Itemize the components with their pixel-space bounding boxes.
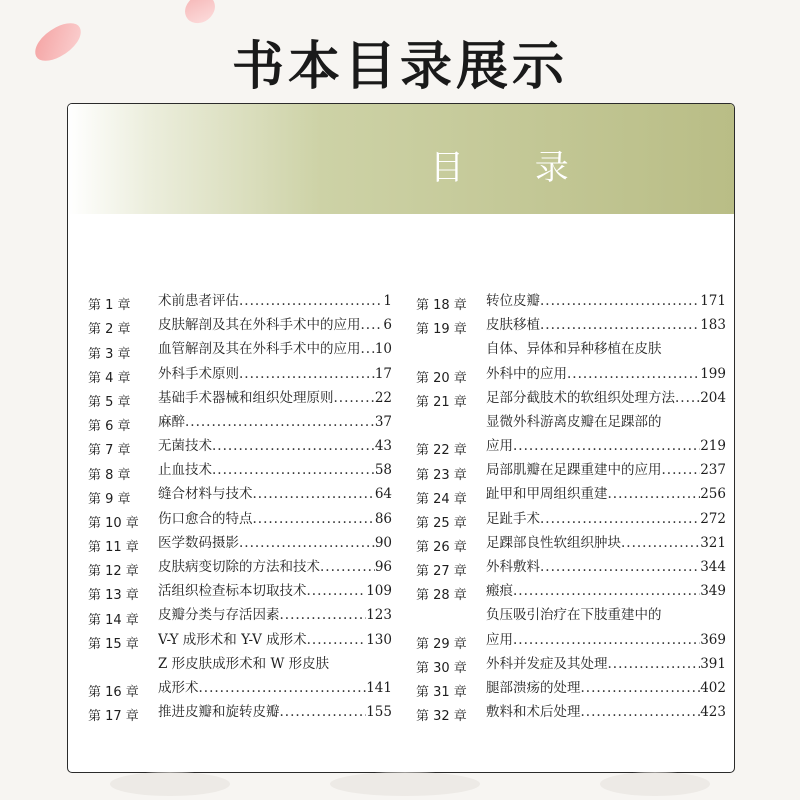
page-number: 423 [700, 704, 726, 721]
chapter-number: 第 28 章 [416, 588, 467, 604]
page-number: 219 [700, 438, 726, 455]
leader-dots [307, 579, 367, 603]
toc-entry [416, 337, 726, 385]
leader-dots [567, 362, 700, 386]
toc-entry [88, 555, 392, 579]
chapter-body [486, 579, 726, 603]
chapter-body [486, 289, 726, 313]
toc-entry [88, 603, 392, 627]
page-number: 171 [700, 292, 726, 309]
chapter-line [486, 483, 726, 507]
leader-dots [581, 700, 701, 724]
chapter-body [158, 555, 392, 579]
toc-title: 目 录 [430, 148, 599, 188]
chapter-body [158, 289, 392, 313]
chapter-body [486, 507, 726, 531]
leader-dots [361, 313, 384, 337]
chapter-title: 负压吸引治疗在下肢重建中的 [486, 607, 662, 624]
chapter-body [486, 652, 726, 676]
page-number: 43 [374, 438, 392, 455]
chapter-title: 皮肤解剖及其在外科手术中的应用 [158, 317, 361, 334]
chapter-title: 应用 [486, 631, 513, 648]
chapter-number: 第 17 章 [88, 709, 139, 725]
chapter-title: 外科敷料 [486, 559, 540, 576]
page-number: 155 [366, 704, 392, 721]
chapter-number: 第 18 章 [416, 298, 467, 314]
chapter-line [486, 700, 726, 724]
chapter-body [158, 337, 392, 361]
toc-entry [416, 507, 726, 531]
chapter-body [486, 603, 726, 651]
page-number: 86 [374, 510, 392, 527]
chapter-line [158, 507, 392, 531]
chapter-line [158, 603, 392, 627]
chapter-line [158, 458, 392, 482]
chapter-body [158, 507, 392, 531]
chapter-line [158, 579, 392, 603]
chapter-body [486, 700, 726, 724]
leader-dots [361, 337, 375, 361]
chapter-line [158, 386, 392, 410]
page-number: 369 [700, 631, 726, 648]
page-number: 256 [700, 486, 726, 503]
page-number: 321 [700, 534, 726, 551]
page-number: 349 [700, 583, 726, 600]
page-number: 204 [700, 389, 726, 406]
page-number: 58 [374, 462, 392, 479]
chapter-line [486, 434, 726, 458]
leader-dots [212, 434, 375, 458]
chapter-number: 第 7 章 [88, 443, 131, 459]
leader-dots [199, 676, 367, 700]
toc-entry [88, 483, 392, 507]
chapter-title: 血管解剖及其在外科手术中的应用 [158, 341, 361, 358]
chapter-title: 足部分截肢术的软组织处理方法 [486, 389, 675, 406]
page-number: 130 [366, 631, 392, 648]
leader-dots [540, 313, 700, 337]
toc-entry [88, 531, 392, 555]
chapter-number: 第 27 章 [416, 564, 467, 580]
toc-entry [416, 603, 726, 651]
leader-dots [239, 289, 383, 313]
toc-entry [88, 313, 392, 337]
page-number: 6 [383, 317, 392, 334]
chapter-line [486, 628, 726, 652]
leader-dots [185, 410, 375, 434]
toc-entry [416, 289, 726, 313]
toc-entry [88, 507, 392, 531]
chapter-number: 第 6 章 [88, 419, 131, 435]
leader-dots [253, 483, 375, 507]
chapter-number: 第 3 章 [88, 346, 131, 362]
chapter-title: 转位皮瓣 [486, 292, 540, 309]
leader-dots [320, 555, 375, 579]
page-number: 237 [700, 462, 726, 479]
leader-dots [608, 652, 701, 676]
toc-entry [416, 313, 726, 337]
page-number: 109 [366, 583, 392, 600]
chapter-body [486, 313, 726, 337]
chapter-number: 第 4 章 [88, 370, 131, 386]
page-number: 10 [374, 341, 392, 358]
chapter-title: 足踝部良性软组织肿块 [486, 534, 621, 551]
chapter-line [158, 531, 392, 555]
toc-entry [88, 386, 392, 410]
toc-entry [88, 579, 392, 603]
chapter-number: 第 26 章 [416, 540, 467, 556]
chapter-body [158, 483, 392, 507]
chapter-title: Z 形皮肤成形术和 W 形皮肤 [158, 655, 330, 672]
chapter-line [486, 652, 726, 676]
toc-entry [88, 362, 392, 386]
chapter-title: 外科中的应用 [486, 365, 567, 382]
chapter-body [158, 434, 392, 458]
page-number: 64 [374, 486, 392, 503]
leader-dots [212, 458, 375, 482]
toc-header-band [68, 104, 734, 214]
chapter-line [486, 458, 726, 482]
chapter-title: 麻醉 [158, 413, 185, 430]
chapter-number: 第 8 章 [88, 467, 131, 483]
chapter-number: 第 2 章 [88, 322, 131, 338]
chapter-title: 活组织检查标本切取技术 [158, 583, 307, 600]
toc-entry [416, 700, 726, 724]
chapter-number: 第 21 章 [416, 394, 467, 410]
leader-dots [513, 628, 700, 652]
leader-dots [621, 531, 700, 555]
cloud-decoration [330, 772, 480, 796]
chapter-body [158, 700, 392, 724]
toc-left-column [88, 289, 392, 724]
leader-dots [307, 628, 367, 652]
chapter-line [486, 507, 726, 531]
chapter-title: V-Y 成形术和 Y-V 成形术 [158, 631, 307, 648]
chapter-line [486, 386, 726, 410]
chapter-title: 皮瓣分类与存活因素 [158, 607, 280, 624]
leader-dots [513, 434, 700, 458]
chapter-line [486, 603, 726, 627]
leader-dots [540, 507, 700, 531]
chapter-line [158, 652, 392, 676]
page-number: 90 [374, 534, 392, 551]
chapter-body [486, 676, 726, 700]
chapter-number: 第 11 章 [88, 540, 139, 556]
chapter-title: 术前患者评估 [158, 292, 239, 309]
chapter-body [158, 313, 392, 337]
chapter-body [158, 386, 392, 410]
page-number: 37 [374, 413, 392, 430]
chapter-line [486, 676, 726, 700]
chapter-number: 第 14 章 [88, 612, 139, 628]
chapter-number: 第 16 章 [88, 685, 139, 701]
chapter-number: 第 20 章 [416, 370, 467, 386]
chapter-title: 基础手术器械和组织处理原则 [158, 389, 334, 406]
toc-entry [416, 676, 726, 700]
chapter-number: 第 10 章 [88, 515, 139, 531]
chapter-line [158, 289, 392, 313]
page-headline: 书本目录展示 [231, 37, 568, 97]
chapter-title: 皮肤移植 [486, 317, 540, 334]
chapter-number: 第 9 章 [88, 491, 131, 507]
leader-dots [608, 483, 701, 507]
page-number: 344 [700, 559, 726, 576]
toc-entry [416, 458, 726, 482]
chapter-body [158, 410, 392, 434]
page-number: 96 [374, 559, 392, 576]
chapter-title: 趾甲和甲周组织重建 [486, 486, 608, 503]
chapter-title: 医学数码摄影 [158, 534, 239, 551]
toc-entry [416, 410, 726, 458]
chapter-number: 第 19 章 [416, 322, 467, 338]
toc-entry [88, 434, 392, 458]
chapter-title: 局部肌瓣在足踝重建中的应用 [486, 462, 662, 479]
chapter-body [158, 458, 392, 482]
chapter-number: 第 25 章 [416, 515, 467, 531]
chapter-number: 第 22 章 [416, 443, 467, 459]
leader-dots [239, 531, 375, 555]
chapter-body [486, 386, 726, 410]
chapter-line [158, 410, 392, 434]
leader-dots [513, 579, 700, 603]
chapter-line [158, 483, 392, 507]
chapter-title: 止血技术 [158, 462, 212, 479]
chapter-number: 第 24 章 [416, 491, 467, 507]
chapter-number: 第 1 章 [88, 298, 131, 314]
chapter-title: 缝合材料与技术 [158, 486, 253, 503]
toc-entry [88, 700, 392, 724]
page-number: 123 [366, 607, 392, 624]
chapter-body [486, 337, 726, 385]
chapter-title: 足趾手术 [486, 510, 540, 527]
toc-entry [88, 458, 392, 482]
chapter-number: 第 12 章 [88, 564, 139, 580]
chapter-number: 第 32 章 [416, 709, 467, 725]
chapter-line [486, 579, 726, 603]
chapter-number: 第 29 章 [416, 636, 467, 652]
chapter-line [158, 700, 392, 724]
leader-dots [540, 555, 700, 579]
chapter-body [158, 603, 392, 627]
cloud-decoration [600, 772, 710, 796]
chapter-body [486, 555, 726, 579]
chapter-line [158, 628, 392, 652]
chapter-title: 显微外科游离皮瓣在足踝部的 [486, 413, 662, 430]
chapter-line [158, 362, 392, 386]
chapter-body [158, 628, 392, 652]
toc-entry [416, 555, 726, 579]
page-number: 391 [700, 655, 726, 672]
leader-dots [540, 289, 700, 313]
chapter-line [486, 531, 726, 555]
toc-entry [416, 531, 726, 555]
chapter-number: 第 13 章 [88, 588, 139, 604]
chapter-body [486, 531, 726, 555]
chapter-title: 皮肤病变切除的方法和技术 [158, 559, 320, 576]
chapter-line [486, 289, 726, 313]
chapter-number: 第 23 章 [416, 467, 467, 483]
toc-right-column [416, 289, 726, 724]
page-number: 1 [383, 292, 392, 309]
chapter-line [486, 337, 726, 361]
chapter-line [158, 555, 392, 579]
chapter-body [158, 531, 392, 555]
chapter-line [486, 410, 726, 434]
chapter-number: 第 31 章 [416, 685, 467, 701]
toc-entry [88, 628, 392, 652]
chapter-number: 第 5 章 [88, 394, 131, 410]
leader-dots [581, 676, 701, 700]
toc-entry [88, 289, 392, 313]
chapter-title: 腿部溃疡的处理 [486, 679, 581, 696]
chapter-body [486, 483, 726, 507]
chapter-title: 自体、异体和异种移植在皮肤 [486, 341, 662, 358]
page-number: 199 [700, 365, 726, 382]
chapter-line [158, 337, 392, 361]
leader-dots [239, 362, 375, 386]
leader-dots [253, 507, 375, 531]
leader-dots [280, 603, 367, 627]
chapter-line [158, 434, 392, 458]
chapter-body [486, 458, 726, 482]
chapter-title: 敷料和术后处理 [486, 704, 581, 721]
chapter-title: 推进皮瓣和旋转皮瓣 [158, 704, 280, 721]
toc-entry [416, 483, 726, 507]
cloud-decoration [110, 772, 230, 796]
chapter-line [158, 313, 392, 337]
leader-dots [675, 386, 700, 410]
page-number: 272 [700, 510, 726, 527]
chapter-title: 外科手术原则 [158, 365, 239, 382]
chapter-body [158, 362, 392, 386]
chapter-title: 外科并发症及其处理 [486, 655, 608, 672]
chapter-body [158, 579, 392, 603]
chapter-number: 第 30 章 [416, 661, 467, 676]
toc-entry [88, 337, 392, 361]
leader-dots [662, 458, 701, 482]
chapter-line [486, 362, 726, 386]
chapter-title: 无菌技术 [158, 438, 212, 455]
toc-entry [416, 386, 726, 410]
chapter-number: 第 15 章 [88, 636, 139, 652]
chapter-title: 伤口愈合的特点 [158, 510, 253, 527]
toc-entry [88, 410, 392, 434]
toc-entry [88, 652, 392, 700]
chapter-title: 成形术 [158, 679, 199, 696]
chapter-title: 瘢痕 [486, 583, 513, 600]
toc-entry [416, 579, 726, 603]
page-number: 17 [374, 365, 392, 382]
leader-dots [280, 700, 367, 724]
page-number: 22 [374, 389, 392, 406]
page-number: 141 [366, 679, 392, 696]
chapter-line [486, 313, 726, 337]
chapter-body [486, 410, 726, 458]
toc-entry [416, 652, 726, 676]
chapter-body [158, 652, 392, 700]
page-number: 183 [700, 317, 726, 334]
toc-card [67, 103, 735, 773]
chapter-line [158, 676, 392, 700]
chapter-line [486, 555, 726, 579]
chapter-title: 应用 [486, 438, 513, 455]
leader-dots [334, 386, 375, 410]
page-number: 402 [700, 679, 726, 696]
